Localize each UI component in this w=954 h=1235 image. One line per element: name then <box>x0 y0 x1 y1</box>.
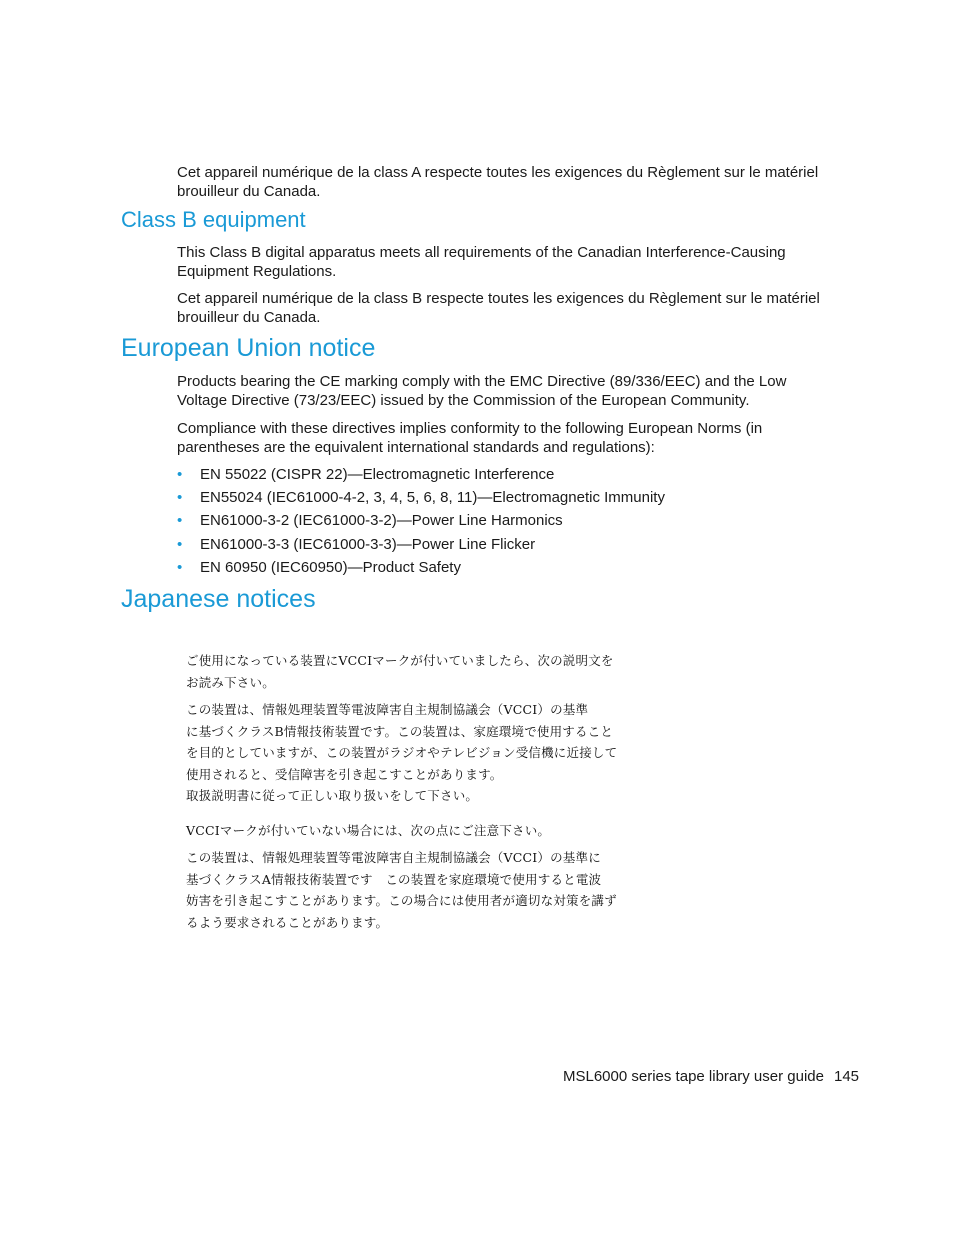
page-footer <box>563 1067 859 1086</box>
class-b-english-paragraph: This Class B digital apparatus meets all requirements of the Canadian Interference-Causing Equipment Regulations. <box>177 244 786 280</box>
list-item <box>177 535 817 558</box>
class-b-french-paragraph: Cet appareil numérique de la class B respecte toutes les exigences du Règlement sur le matériel brouilleur du Canada. <box>177 290 820 326</box>
bullet-icon: • <box>177 558 183 576</box>
list-item <box>177 511 817 534</box>
list-item <box>177 465 817 488</box>
list-item <box>177 558 817 581</box>
list-item-text: EN61000-3-3 (IEC61000-3-3)—Power Line Flicker <box>200 535 536 553</box>
bullet-icon: • <box>177 489 183 507</box>
vcci-class-b-intro: ご使用になっている装置にVCCIマークが付いていましたら、次の説明文を お読み下さい。 <box>186 653 614 690</box>
japanese-notices-heading: Japanese notices <box>121 585 316 613</box>
vcci-class-a-intro: VCCIマークが付いていない場合には、次の点にご注意下さい。 <box>186 823 551 838</box>
class-b-heading: Class B equipment <box>121 207 306 232</box>
list-item-text: EN 55022 (CISPR 22)—Electromagnetic Interference <box>200 466 555 483</box>
list-item-text: EN55024 (IEC61000-4-2, 3, 4, 5, 6, 8, 11)—Electromagnetic Immunity <box>200 489 665 507</box>
bullet-icon: • <box>177 535 183 553</box>
class-a-french-paragraph: Cet appareil numérique de la class A respecte toutes les exigences du Règlement sur le matériel brouilleur du Canada. <box>177 164 819 200</box>
eu-paragraph-2: Compliance with these directives implies conformity to the following European Norms (in parentheses are the equivalent international standards and regulations): <box>177 420 763 456</box>
list-item <box>177 488 817 511</box>
bullet-icon: • <box>177 466 183 483</box>
list-item-text: EN61000-3-2 (IEC61000-3-2)—Power Line Harmonics <box>200 512 563 530</box>
vcci-class-a-text: この装置は、情報処理装置等電波障害自主規制協議会（VCCI）の基準に 基づくクラスA情報技術装置です この装置を家庭環境で使用すると電波 妨害を引き起こすことがあります。この場合には使用者が適切な対策を講ず るよう要求されることがあります。 <box>186 850 617 930</box>
european-norms-list <box>177 465 817 581</box>
page-number: 145 <box>833 1068 860 1085</box>
bullet-icon: • <box>177 512 183 530</box>
footer-title: MSL6000 series tape library user guide <box>563 1068 824 1085</box>
list-item-text: EN 60950 (IEC60950)—Product Safety <box>200 558 461 576</box>
vcci-class-b-text: この装置は、情報処理装置等電波障害自主規制協議会（VCCI）の基準 に基づくクラスB情報技術装置です。この装置は、家庭環境で使用すること を目的としていますが、この装置がラジオやテレビジョン受信機に近接して 使用されると、受信障害を引き起こすことがあります。 取扱説明書に従って正しい取り扱いをして下さい。 <box>186 702 618 803</box>
eu-paragraph-1: Products bearing the CE marking comply with the EMC Directive (89/336/EEC) and the Low Voltage Directive (73/23/EEC) issued by the Commission of the European Community. <box>177 373 787 409</box>
eu-notice-heading: European Union notice <box>121 334 376 362</box>
